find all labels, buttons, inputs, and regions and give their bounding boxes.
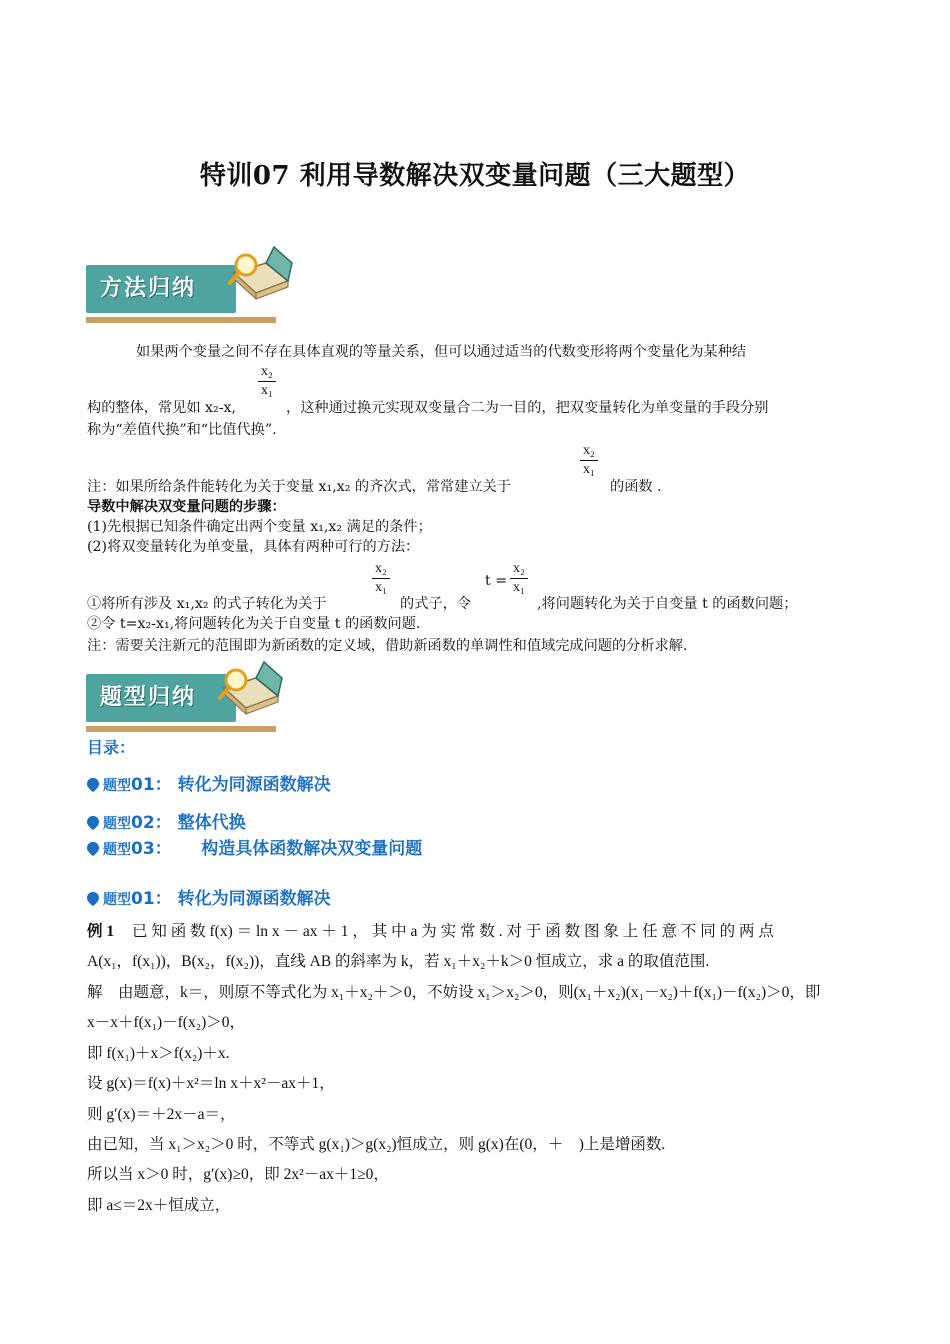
step1: (1)先根据已知条件确定出两个变量 x₁,x₂ 满足的条件； bbox=[87, 519, 432, 535]
fraction-x2-over-x1: $\frac{\text{x₂}}{\text{x₁}}$ bbox=[258, 363, 276, 400]
toc-item-01[interactable]: 题型01： 转化为同源函数解决 bbox=[86, 770, 331, 795]
fraction-x2-over-x1: $\frac{\text{x₂}}{\text{x₁}}$ bbox=[580, 442, 598, 479]
method-para-line1: 如果两个变量之间不存在具体直观的等量关系，但可以通过适当的代数变形将两个变量化为某种结 bbox=[136, 344, 747, 360]
example-line1: 已 知 函 数 f(x) ＝ ln x － ax ＋ 1 ， 其 中 a 为 实 常 数 . 对 于 函 数 图 象 上 任 意 不 同 的 两 点 bbox=[132, 923, 774, 940]
solution-line5: 则 g′(x)＝＋2x－a＝， bbox=[87, 1106, 236, 1123]
step2: (2)将双变量转化为单变量，具体有两种可行的方法： bbox=[87, 539, 420, 555]
book-magnifier-icon bbox=[216, 658, 286, 728]
way2: ②令 t=x₂-x₁,将问题转化为关于自变量 t 的函数问题. bbox=[87, 616, 421, 632]
solution-line6: 由已知，当 x₁＞x₂＞0 时，不等式 g(x₁)＞g(x₂)恒成立，则 g(x)在(0，＋ )上是增函数. bbox=[87, 1136, 666, 1153]
toc-heading: 目录： bbox=[87, 738, 136, 757]
fraction-x2-over-x1: $\frac{\text{x₂}}{\text{x₁}}$ bbox=[510, 560, 528, 597]
method-para-line3: 称为“差值代换”和“比值代换”. bbox=[87, 422, 277, 438]
steps-title: 导数中解决双变量问题的步骤： bbox=[87, 499, 286, 515]
method-para-line2b: ，这种通过换元实现双变量合二为一目的，把双变量转化为单变量的手段分别 bbox=[286, 400, 769, 416]
note1-b: 的函数 . bbox=[610, 479, 662, 495]
method-banner bbox=[86, 265, 286, 325]
location-pin-icon bbox=[86, 842, 100, 856]
page-title: 特训07 利用导数解决双变量问题（三大题型） bbox=[199, 161, 751, 191]
solution-line1: 解 由题意，k＝，则原不等式化为 x₁＋x₂＋＞0，不妨设 x₁＞x₂＞0，则(x₁＋x₂)(x₁－x₂)＋f(x₁)－f(x₂)＞0，即 bbox=[87, 984, 821, 1001]
solution-line3: 即 f(x₁)＋x＞f(x₂)＋x. bbox=[87, 1045, 230, 1062]
toc-item-02[interactable]: 题型02： 整体代换 bbox=[86, 808, 246, 833]
solution-line4: 设 g(x)＝f(x)＋x²＝ln x＋x²－ax＋1， bbox=[87, 1075, 335, 1092]
types-banner-label: 题型归纳 bbox=[100, 685, 197, 710]
solution-line7: 所以当 x＞0 时，g′(x)≥0，即 2x²－ax＋1≥0， bbox=[87, 1166, 389, 1183]
location-pin-icon bbox=[86, 892, 100, 906]
way1-b: 的式子，令 bbox=[400, 596, 471, 612]
solution-line8: 即 a≤＝2x＋恒成立， bbox=[87, 1197, 231, 1214]
way1-t-label: t = bbox=[485, 573, 508, 589]
types-banner bbox=[86, 674, 286, 734]
book-magnifier-icon bbox=[226, 243, 296, 313]
method-para-line2a: 构的整体，常见如 x₂-x, bbox=[87, 400, 237, 416]
note2: 注：需要关注新元的范围即为新函数的定义域，借助新函数的单调性和值域完成问题的分析求解. bbox=[87, 638, 688, 654]
location-pin-icon bbox=[86, 816, 100, 830]
example-line2: A(x₁，f(x₁))，B(x₂，f(x₂))，直线 AB 的斜率为 k，若 x₁＋x₂＋k＞0 恒成立，求 a 的取值范围. bbox=[87, 953, 710, 970]
location-pin-icon bbox=[86, 778, 100, 792]
fraction-x2-over-x1: $\frac{\text{x₂}}{\text{x₁}}$ bbox=[372, 560, 390, 597]
solution-line2: x－x＋f(x₁)－f(x₂)＞0， bbox=[87, 1014, 246, 1031]
way1-c: ,将问题转化为关于自变量 t 的函数问题； bbox=[537, 596, 798, 612]
note1-a: 注：如果所给条件能转化为关于变量 x₁,x₂ 的齐次式，常常建立关于 bbox=[87, 479, 511, 495]
toc-item-03[interactable]: 题型03： 构造具体函数解决双变量问题 bbox=[86, 834, 422, 859]
section1-heading: 题型01： 转化为同源函数解决 bbox=[86, 884, 331, 909]
way1-a: ①将所有涉及 x₁,x₂ 的式子转化为关于 bbox=[87, 596, 327, 612]
method-banner-label: 方法归纳 bbox=[100, 276, 197, 301]
example-lead: 例 1 bbox=[87, 923, 115, 940]
